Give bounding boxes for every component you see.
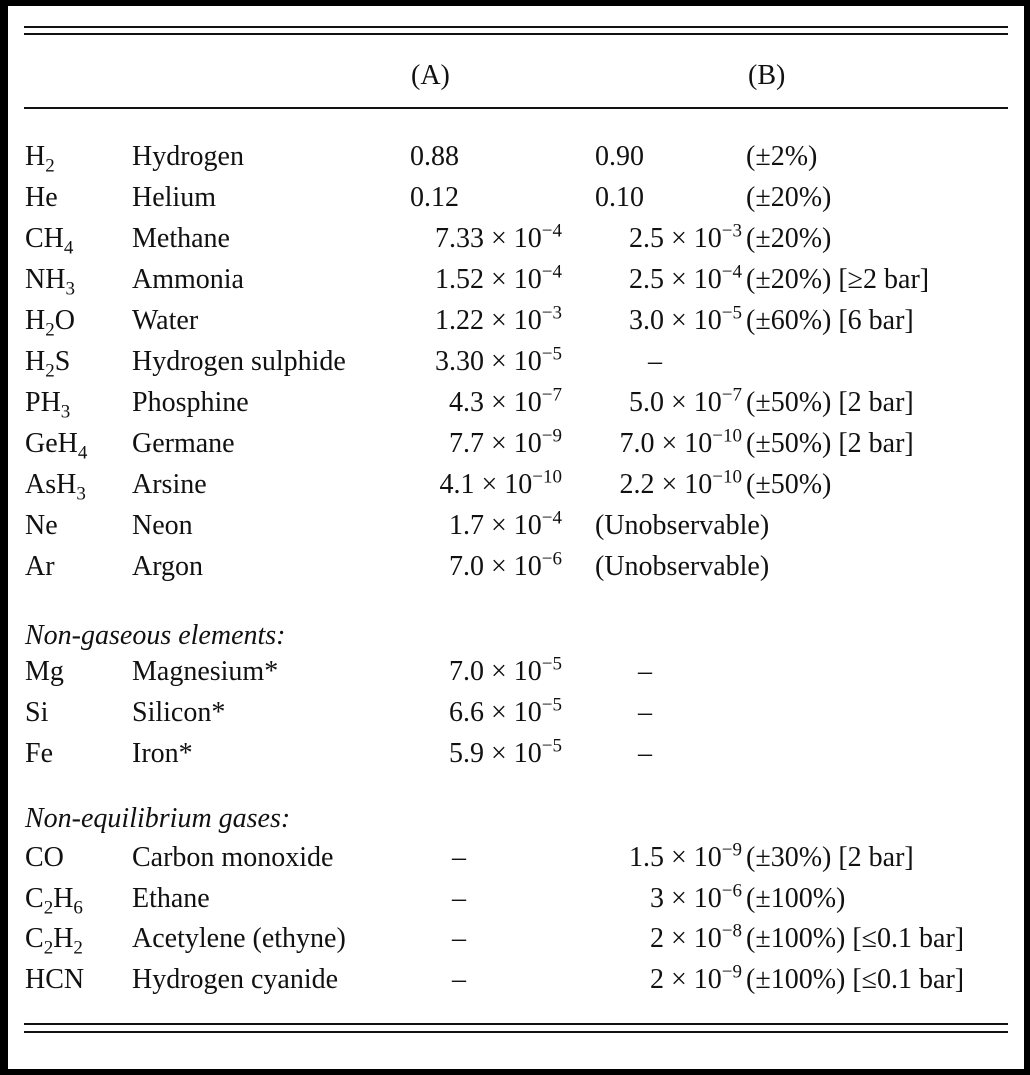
species-name: Magnesium* — [132, 656, 279, 687]
species-name: Methane — [132, 223, 230, 254]
table-row — [8, 137, 1024, 177]
abundance-a: $4.3 \times 10^{-7}$ — [448, 384, 562, 418]
species-name: Water — [132, 305, 199, 336]
abundance-b: (Unobservable) — [595, 510, 770, 541]
table-row — [8, 547, 1024, 587]
species-name: Carbon monoxide — [132, 842, 334, 873]
abundance-b: $2.2 \times 10^{-10}$ — [619, 466, 742, 500]
uncertainty-note: (±60%) [6 bar] — [746, 305, 914, 336]
uncertainty-note: (±20%) — [746, 182, 832, 213]
column-header-a: (A) — [411, 60, 450, 91]
abundance-b: $1.5 \times 10^{-9}$ — [628, 839, 742, 873]
abundance-a: $6.6 \times 10^{-5}$ — [448, 694, 562, 728]
top-rule — [24, 33, 1008, 35]
abundance-b: – — [648, 346, 662, 377]
chemical-formula: He — [25, 182, 58, 213]
table-row — [8, 260, 1024, 300]
table-page — [8, 6, 1024, 1069]
abundance-b: $2.5 \times 10^{-4}$ — [628, 261, 742, 295]
abundance-b: 0.10 — [595, 182, 644, 213]
bottom-rule — [24, 1031, 1008, 1033]
chemical-formula: $C_2H_2$ — [25, 923, 83, 959]
abundance-a: $1.52 \times 10^{-4}$ — [434, 261, 562, 295]
chemical-formula: $H_2S$ — [25, 346, 71, 382]
uncertainty-note: (±100%) [≤0.1 bar] — [746, 923, 965, 954]
chemical-formula: AsH$_3$ — [25, 469, 86, 505]
section-title-non-equilibrium: Non-equilibrium gases: — [25, 803, 291, 834]
column-header-b: (B) — [748, 60, 786, 91]
table-row — [8, 465, 1024, 505]
table-row — [8, 178, 1024, 218]
abundance-a: – — [452, 923, 466, 954]
abundance-a: 0.12 — [410, 182, 459, 213]
uncertainty-note: (±30%) [2 bar] — [746, 842, 914, 873]
uncertainty-note: (±100%) [≤0.1 bar] — [746, 963, 965, 995]
abundance-a: $1.22 \times 10^{-3}$ — [434, 302, 562, 336]
species-name: Arsine — [132, 469, 207, 500]
species-name: Helium — [132, 182, 216, 213]
chemical-formula: $H_2$ — [25, 141, 55, 177]
table-row — [8, 424, 1024, 464]
abundance-b: – — [638, 656, 652, 687]
chemical-formula: $H_2O$ — [25, 305, 75, 341]
table-row — [8, 301, 1024, 341]
table-row — [8, 219, 1024, 259]
chemical-formula: $NH_3$ — [25, 264, 75, 300]
abundance-b: 0.90 — [595, 141, 644, 172]
table-row — [8, 838, 1024, 878]
species-name: Hydrogen cyanide — [132, 963, 339, 995]
abundance-b: – — [638, 697, 652, 728]
abundance-a: 0.88 — [410, 141, 459, 172]
abundance-b: – — [638, 738, 652, 769]
chemical-formula: $PH_3$ — [25, 387, 71, 423]
table-row — [8, 919, 1024, 959]
abundance-a: $3.30 \times 10^{-5}$ — [434, 343, 562, 377]
abundance-a: $5.9 \times 10^{-5}$ — [448, 735, 562, 769]
abundance-a: – — [452, 882, 466, 914]
chemical-formula: CO — [25, 842, 64, 873]
species-name: Argon — [132, 551, 204, 582]
abundance-a: $7.33 \times 10^{-4}$ — [434, 220, 562, 254]
section-title-non-gaseous: Non-gaseous elements: — [25, 620, 286, 651]
abundance-a: $7.7 \times 10^{-9}$ — [448, 425, 562, 459]
abundance-b: $3.0 \times 10^{-5}$ — [628, 302, 742, 336]
abundance-b: $7.0 \times 10^{-10}$ — [619, 425, 742, 459]
abundance-a: $7.0 \times 10^{-6}$ — [448, 548, 562, 582]
abundance-a: $4.1 \times 10^{-10}$ — [439, 466, 562, 500]
table-row — [8, 506, 1024, 546]
species-name: Hydrogen sulphide — [132, 346, 346, 377]
species-name: Ethane — [132, 882, 210, 914]
table-row — [8, 734, 1024, 774]
abundance-b: $5.0 \times 10^{-7}$ — [628, 384, 742, 418]
chemical-formula: HCN — [25, 963, 85, 995]
table-row — [8, 960, 1024, 1000]
species-name: Neon — [132, 510, 193, 541]
table-row — [8, 342, 1024, 382]
abundance-a: – — [452, 842, 466, 873]
species-name: Hydrogen — [132, 141, 244, 172]
uncertainty-note: (±50%) [2 bar] — [746, 387, 914, 418]
species-name: Iron* — [132, 738, 193, 769]
abundance-a: $7.0 \times 10^{-5}$ — [448, 653, 562, 687]
table-row — [8, 652, 1024, 692]
uncertainty-note: (±50%) — [746, 469, 832, 500]
top-rule — [24, 26, 1008, 28]
chemical-formula: Ne — [25, 510, 58, 541]
abundance-b: $2.5 \times 10^{-3}$ — [628, 220, 742, 254]
chemical-formula: Si — [25, 697, 49, 728]
uncertainty-note: (±100%) — [746, 882, 846, 914]
uncertainty-note: (±20%) — [746, 223, 832, 254]
uncertainty-note: (±20%) [≥2 bar] — [746, 264, 930, 295]
abundance-a: – — [452, 963, 466, 995]
uncertainty-note: (±2%) — [746, 141, 818, 172]
header-rule — [24, 107, 1008, 109]
chemical-formula: $CH_4$ — [25, 223, 74, 259]
species-name: Ammonia — [132, 264, 244, 295]
abundance-a: $1.7 \times 10^{-4}$ — [448, 507, 562, 541]
species-name: Acetylene (ethyne) — [132, 923, 346, 954]
species-name: Phosphine — [132, 387, 249, 418]
species-name: Silicon* — [132, 697, 226, 728]
table-row — [8, 879, 1024, 919]
chemical-formula: Mg — [25, 656, 64, 687]
bottom-rule — [24, 1023, 1008, 1025]
uncertainty-note: (±50%) [2 bar] — [746, 428, 914, 459]
chemical-formula: Ar — [25, 551, 55, 582]
abundance-b: $2 \times 10^{-8}$ — [649, 920, 742, 954]
chemical-formula: $C_2H_6$ — [25, 882, 83, 919]
table-row — [8, 383, 1024, 423]
chemical-formula: Fe — [25, 738, 53, 769]
species-name: Germane — [132, 428, 235, 459]
abundance-b: $2 \times 10^{-9}$ — [649, 961, 742, 995]
abundance-b: $3 \times 10^{-6}$ — [649, 880, 742, 914]
table-row — [8, 693, 1024, 733]
abundance-b: (Unobservable) — [595, 551, 770, 582]
chemical-formula: GeH$_4$ — [25, 428, 88, 464]
